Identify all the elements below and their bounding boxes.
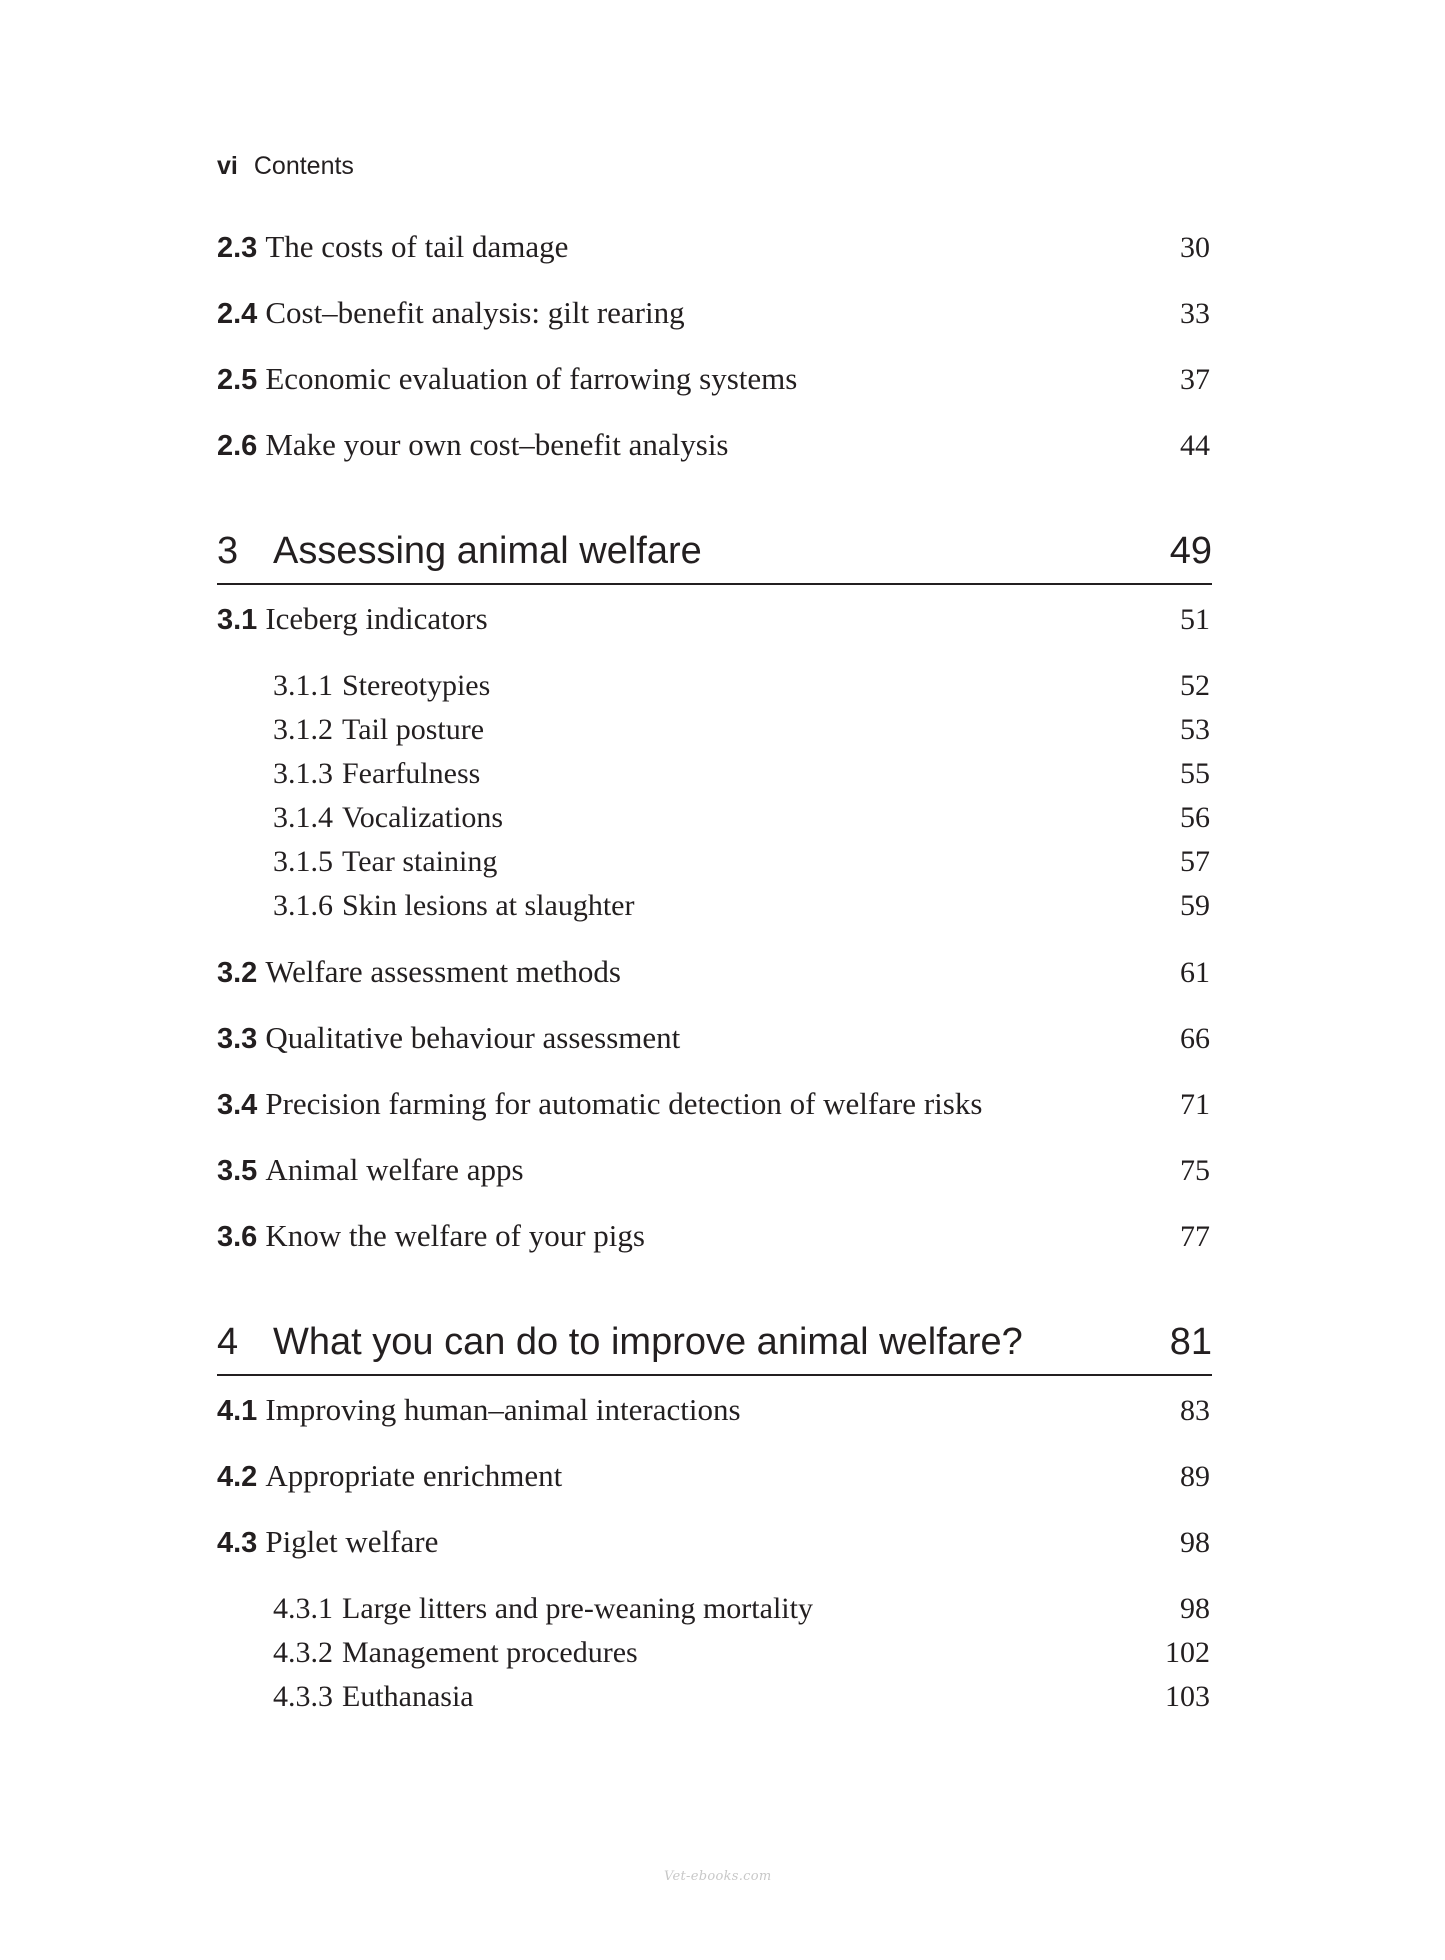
section-number: 2.6 [217, 430, 258, 462]
subsection-title: Tail posture [342, 713, 485, 746]
toc-entry-4-3[interactable] [217, 1523, 1210, 1562]
toc-entry-4-3-1[interactable] [273, 1590, 1210, 1628]
toc-entry-3-1-1[interactable] [273, 667, 1210, 705]
page-number: 37 [1180, 363, 1210, 396]
subsection-number: 4.3.2 [273, 1636, 333, 1669]
toc-entry-2-4[interactable] [217, 294, 1210, 333]
page-number: 71 [1180, 1088, 1210, 1121]
page-number: 98 [1180, 1526, 1210, 1559]
subsection-title: Vocalizations [342, 801, 504, 834]
page-number: 55 [1180, 757, 1210, 790]
chapter-number: 3 [217, 530, 239, 572]
toc-entry-3-5[interactable] [217, 1151, 1210, 1190]
page-number: 51 [1180, 603, 1210, 636]
chapter-number: 4 [217, 1321, 239, 1363]
chapter-heading-4[interactable] [217, 1318, 1212, 1376]
subsection-number: 3.1.1 [273, 669, 333, 702]
section-number: 3.6 [217, 1221, 258, 1253]
toc-entry-3-1-2[interactable] [273, 711, 1210, 749]
page-number: 52 [1180, 669, 1210, 702]
subsection-number: 4.3.3 [273, 1680, 333, 1713]
toc-entry-2-6[interactable] [217, 426, 1210, 465]
subsection-number: 3.1.3 [273, 757, 333, 790]
subsection-number: 3.1.5 [273, 845, 333, 878]
page-number: 61 [1180, 956, 1210, 989]
toc-entry-3-1-5[interactable] [273, 843, 1210, 881]
page-number: 83 [1180, 1394, 1210, 1427]
page-number: 89 [1180, 1460, 1210, 1493]
subsection-title: Tear staining [342, 845, 498, 878]
page-number: 56 [1180, 801, 1210, 834]
toc-entry-2-3[interactable] [217, 228, 1210, 267]
subsection-number: 4.3.1 [273, 1592, 333, 1625]
page-number: 53 [1180, 713, 1210, 746]
section-title: Precision farming for automatic detection of welfare risks [265, 1086, 983, 1121]
running-head-title: Contents [253, 152, 354, 180]
section-number: 3.1 [217, 604, 258, 636]
subsection-title: Fearfulness [342, 757, 481, 790]
subsection-title: Skin lesions at slaughter [342, 889, 635, 922]
toc-entry-4-1[interactable] [217, 1391, 1210, 1430]
subsection-title: Stereotypies [342, 669, 491, 702]
toc-entry-3-1-3[interactable] [273, 755, 1210, 793]
page-number: 57 [1180, 845, 1210, 878]
running-head [217, 150, 354, 182]
page-number: 103 [1165, 1680, 1210, 1713]
toc-entry-3-1-4[interactable] [273, 799, 1210, 837]
page-number: 77 [1180, 1220, 1210, 1253]
chapter-title: Assessing animal welfare [273, 530, 702, 572]
page-number: 102 [1165, 1636, 1210, 1669]
section-title: Piglet welfare [265, 1524, 439, 1559]
page-number: 44 [1180, 429, 1210, 462]
section-number: 2.4 [217, 298, 258, 330]
toc-entry-3-6[interactable] [217, 1217, 1210, 1256]
page-number: 75 [1180, 1154, 1210, 1187]
section-title: Cost–benefit analysis: gilt rearing [265, 295, 685, 330]
section-number: 3.3 [217, 1023, 258, 1055]
section-number: 3.2 [217, 957, 258, 989]
section-title: Welfare assessment methods [265, 954, 621, 989]
section-number: 2.5 [217, 364, 258, 396]
page-number: 59 [1180, 889, 1210, 922]
toc-entry-3-2[interactable] [217, 953, 1210, 992]
chapter-page-number: 81 [1169, 1321, 1212, 1363]
page-folio: vi [217, 152, 238, 180]
toc-entry-4-2[interactable] [217, 1457, 1210, 1496]
section-number: 2.3 [217, 232, 258, 264]
section-title: Make your own cost–benefit analysis [265, 427, 729, 462]
section-title: Economic evaluation of farrowing systems [265, 361, 798, 396]
section-title: Iceberg indicators [265, 601, 488, 636]
section-title: Appropriate enrichment [265, 1458, 563, 1493]
toc-entry-4-3-2[interactable] [273, 1634, 1210, 1672]
subsection-number: 3.1.2 [273, 713, 333, 746]
watermark-logo: Vet-ebooks.com [664, 1869, 772, 1884]
chapter-title: What you can do to improve animal welfare? [273, 1321, 1023, 1363]
toc-entry-3-3[interactable] [217, 1019, 1210, 1058]
page-number: 33 [1180, 297, 1210, 330]
chapter-heading-3[interactable] [217, 527, 1212, 585]
section-number: 4.3 [217, 1527, 258, 1559]
subsection-title: Large litters and pre-weaning mortality [342, 1592, 813, 1625]
subsection-number: 3.1.6 [273, 889, 333, 922]
toc-entry-3-1[interactable] [217, 600, 1210, 639]
section-title: Animal welfare apps [265, 1152, 524, 1187]
section-title: The costs of tail damage [265, 229, 569, 264]
section-title: Improving human–animal interactions [265, 1392, 741, 1427]
section-number: 3.4 [217, 1089, 258, 1121]
subsection-number: 3.1.4 [273, 801, 333, 834]
page-number: 30 [1180, 231, 1210, 264]
section-number: 4.2 [217, 1461, 258, 1493]
page-number: 98 [1180, 1592, 1210, 1625]
toc-entry-3-4[interactable] [217, 1085, 1210, 1124]
section-title: Qualitative behaviour assessment [265, 1020, 681, 1055]
toc-entry-4-3-3[interactable] [273, 1678, 1210, 1716]
toc-entry-3-1-6[interactable] [273, 887, 1210, 925]
chapter-page-number: 49 [1169, 530, 1212, 572]
page-number: 66 [1180, 1022, 1210, 1055]
subsection-title: Management procedures [342, 1636, 638, 1669]
section-number: 3.5 [217, 1155, 258, 1187]
section-number: 4.1 [217, 1395, 258, 1427]
subsection-title: Euthanasia [342, 1680, 474, 1713]
toc-entry-2-5[interactable] [217, 360, 1210, 399]
section-title: Know the welfare of your pigs [265, 1218, 645, 1253]
